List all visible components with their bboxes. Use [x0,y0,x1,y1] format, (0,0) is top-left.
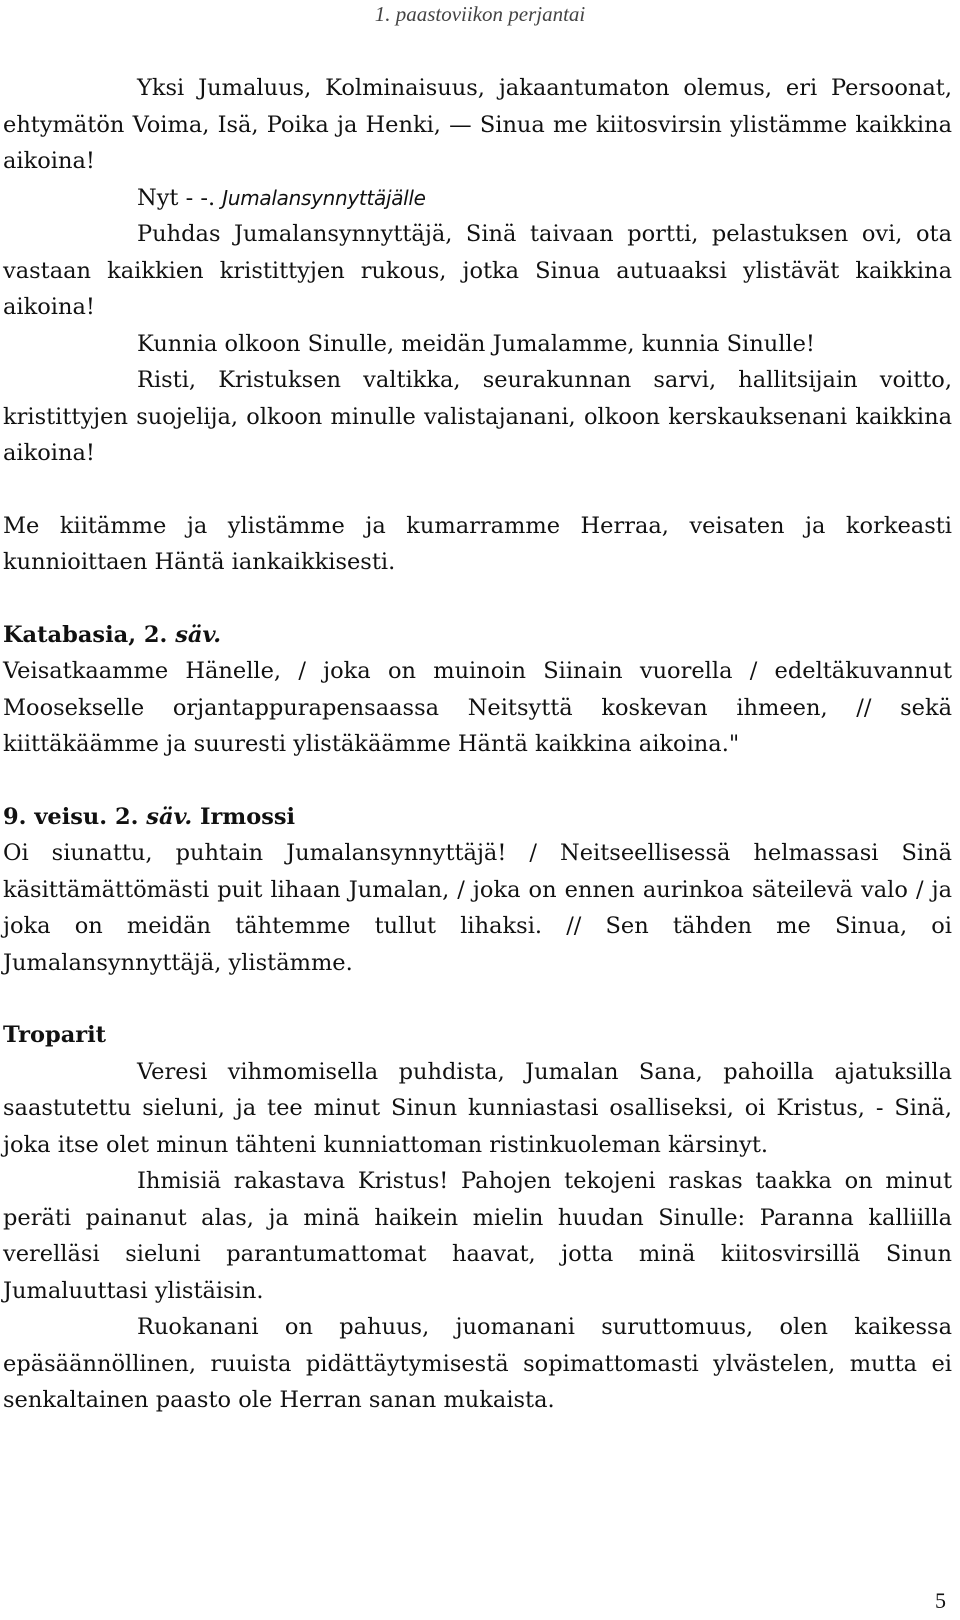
paragraph-katabasia: Veisatkaamme Hänelle, / joka on muinoin Siinain vuorella / edeltäkuvannut Moosekselle orjantappurapensaassa Neitsyttä koskevan ihmeen, // sekä kiittäkäämme ja suuresti ylistäkäämme Häntä kaikkina aikoina." [3,658,952,757]
paragraph-trinity: Yksi Jumaluus, Kolminaisuus, jakaantumaton olemus, eri Persoonat, ehtymätön Voima, Isä, Poika ja Henki, — Sinua me kiitosvirsin ylistämme kaikkina aikoina! [3,75,952,174]
paragraph-glory: Kunnia olkoon Sinulle, meidän Jumalamme, kunnia Sinulle! [137,330,815,357]
running-header: 1. paastoviikon perjantai [374,2,586,26]
page-number: 5 [935,1588,946,1613]
katabasia-heading [3,617,952,654]
katabasia-label: Katabasia, 2. [3,621,176,648]
paragraph-praise: Me kiitämme ja ylistämme ja kumarramme Herraa, veisaten ja korkeasti kunnioittaen Häntä iankaikkisesti. [3,512,952,575]
paragraph-theotokion-heading [3,180,952,217]
paragraph-troparion-3: Ruokanani on pahuus, juomanani suruttomuus, olen kaikessa epäsäännöllinen, ruuista pidättäytymisestä sopimattomasti ylvästelen, mutta ei senkaltainen paasto ole Herran sanan mukaista. [3,1314,952,1413]
ode-label: 9. veisu. 2. [3,803,147,830]
paragraph-theotokion: Puhdas Jumalansynnyttäjä, Sinä taivaan portti, pelastuksen ovi, ota vastaan kaikkien kristittyjen rukous, jotka Sinua autuaaksi ylistävät kaikkina aikoina! [3,221,952,320]
paragraph-troparion-1: Veresi vihmomisella puhdista, Jumalan Sana, pahoilla ajatuksilla saastutettu sieluni, ja tee minut Sinun kunniastasi osalliseksi, oi Kristus, - Sinä, joka itse olet minun tähteni kunniattoman ristinkuoleman kärsinyt. [3,1058,952,1158]
spacer [3,581,952,617]
theotokion-title: Jumalansynnyttäjälle [222,185,426,210]
paragraph-cross: Risti, Kristuksen valtikka, seurakunnan sarvi, hallitsijain voitto, kristittyjen suojelija, olkoon minulle valistajanani, olkoon kerskauksenani kaikkina aikoina! [3,367,952,466]
irmos-label: Irmossi [192,803,296,830]
paragraph-irmos: Oi siunattu, puhtain Jumalansynnyttäjä! / Neitseellisessä helmassasi Sinä käsittämättömästi puit lihaan Jumalan, / joka on ennen aurinkoa säteilevä valo / ja joka on meidän tähtemme tullut lihaksi. // Sen tähden me Sinua, oi Jumalansynnyttäjä, ylistämme. [3,840,952,976]
spacer [3,472,952,508]
troparia-heading: Troparit [3,1022,107,1048]
paragraph-troparion-2: Ihmisiä rakastava Kristus! Pahojen tekojeni raskas taakka on minut peräti painanut alas, ja minä haikein mielin huudan Sinulle: Paranna kalliilla verelläsi sieluni parantumattomat haavat, jotta minä kiitosvirsillä Sinun Jumaluuttasi ylistäisin. [3,1168,952,1304]
document-body [3,70,952,1419]
now-prefix: Nyt - -. [137,184,223,211]
ode-heading [3,799,952,836]
spacer [3,981,952,1017]
ode-tone: säv. [146,803,193,830]
spacer [3,763,952,799]
katabasia-tone: säv. [175,621,222,648]
